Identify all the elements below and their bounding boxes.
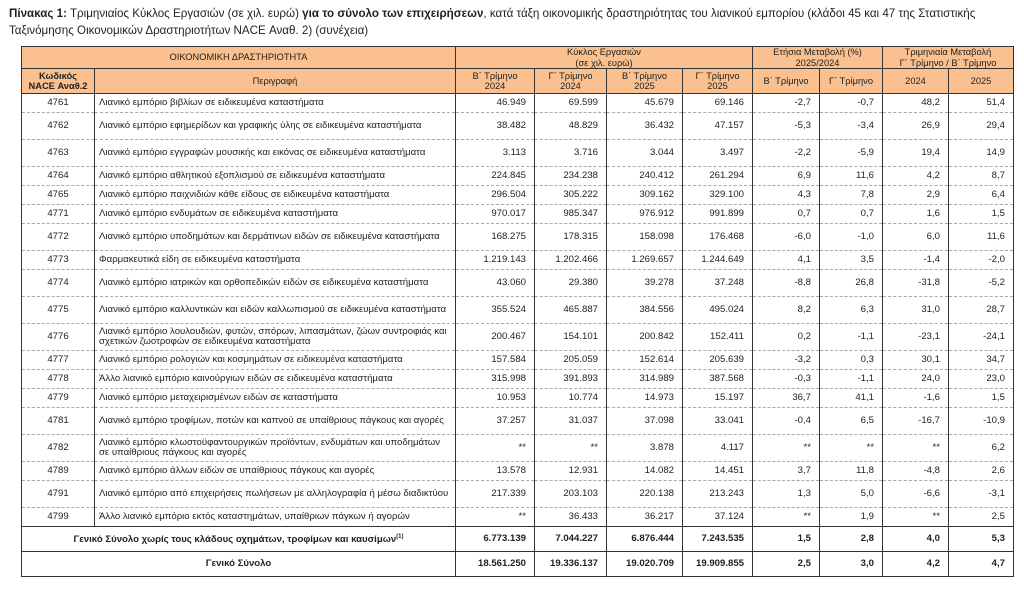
value-cell: 3,5 (820, 251, 883, 270)
header-col-2: Β΄ Τρίμηνο 2025 (607, 69, 683, 94)
table-caption (9, 5, 1019, 39)
value-cell: 240.412 (607, 167, 683, 186)
value-cell: 14.082 (607, 462, 683, 481)
value-cell: 970.017 (456, 205, 535, 224)
value-cell: ** (456, 435, 535, 462)
value-cell: 314.989 (607, 370, 683, 389)
value-cell: -31,8 (883, 270, 949, 297)
value-cell: 51,4 (949, 94, 1014, 113)
activity-description: Λιανικό εμπόριο από επιχειρήσεις πωλήσεων με αλληλογραφία ή μέσω διαδικτύου (95, 481, 456, 508)
activity-description: Λιανικό εμπόριο εφημερίδων και γραφικής ύλης σε ειδικευμένα καταστήματα (95, 113, 456, 140)
table-row (22, 508, 1014, 527)
activity-description: Λιανικό εμπόριο υποδημάτων και δερμάτινων ειδών σε ειδικευμένα καταστήματα (95, 224, 456, 251)
value-cell: 305.222 (535, 186, 607, 205)
value-cell: 205.059 (535, 351, 607, 370)
value-cell: 14,9 (949, 140, 1014, 167)
total-label-text: Γενικό Σύνολο (205, 557, 272, 569)
value-cell: 1.202.466 (535, 251, 607, 270)
value-cell: 48.829 (535, 113, 607, 140)
value-cell: 3.716 (535, 140, 607, 167)
value-cell: 176.468 (683, 224, 753, 251)
nace-code: 4763 (22, 140, 95, 167)
value-cell: 976.912 (607, 205, 683, 224)
value-cell: 36,7 (753, 389, 820, 408)
value-cell: 3,7 (753, 462, 820, 481)
table-row (22, 324, 1014, 351)
value-cell: 43.060 (456, 270, 535, 297)
total-label (22, 552, 456, 577)
value-cell: 2,5 (949, 508, 1014, 527)
value-cell: 1.219.143 (456, 251, 535, 270)
value-cell: 4,2 (883, 167, 949, 186)
total-value-cell: 4,0 (883, 527, 949, 552)
activity-description: Λιανικό εμπόριο ενδυμάτων σε ειδικευμένα καταστήματα (95, 205, 456, 224)
activity-description: Λιανικό εμπόριο τροφίμων, ποτών και καπνού σε υπαίθριους πάγκους και αγορές (95, 408, 456, 435)
activity-description: Λιανικό εμπόριο αθλητικού εξοπλισμού σε ειδικευμένα καταστήματα (95, 167, 456, 186)
value-cell: 6,9 (753, 167, 820, 186)
value-cell: 8,7 (949, 167, 1014, 186)
activity-description: Λιανικό εμπόριο παιχνιδιών κάθε είδους σε ειδικευμένα καταστήματα (95, 186, 456, 205)
table-row (22, 94, 1014, 113)
value-cell: 495.024 (683, 297, 753, 324)
header-col-5: Γ΄ Τρίμηνο (820, 69, 883, 94)
total-value-cell: 6.773.139 (456, 527, 535, 552)
value-cell: 200.842 (607, 324, 683, 351)
value-cell: ** (753, 435, 820, 462)
value-cell: -5,2 (949, 270, 1014, 297)
table-row (22, 140, 1014, 167)
value-cell: ** (883, 508, 949, 527)
value-cell: 14.451 (683, 462, 753, 481)
header-col-1: Γ΄ Τρίμηνο 2024 (535, 69, 607, 94)
value-cell: 10.774 (535, 389, 607, 408)
caption-text-rest: , κατά τάξη οικονομικής δραστηριότητας του λιανικού εμπορίου (κλάδοι 45 και 47 της Στατιστικής Ταξινόμησης Οικονομικών Δραστηριοτήτων NACE Αναθ. 2) (συνέχεια) (9, 7, 976, 37)
total-value-cell: 1,5 (753, 527, 820, 552)
value-cell: -2,0 (949, 251, 1014, 270)
activity-description: Λιανικό εμπόριο ιατρικών και ορθοπεδικών ειδών σε ειδικευμένα καταστήματα (95, 270, 456, 297)
value-cell: 2,6 (949, 462, 1014, 481)
turnover-table (21, 46, 1014, 577)
header-quarterly-change: Τριμηνιαία Μεταβολή Γ΄ Τρίμηνο / Β΄ Τρίμηνο (883, 47, 1014, 69)
value-cell: 24,0 (883, 370, 949, 389)
value-cell: 2,9 (883, 186, 949, 205)
nace-code: 4771 (22, 205, 95, 224)
header-activity: ΟΙΚΟΝΟΜΙΚΗ ΔΡΑΣΤΗΡΙΟΤΗΤΑ (22, 47, 456, 69)
value-cell: 217.339 (456, 481, 535, 508)
value-cell: 6,0 (883, 224, 949, 251)
value-cell: -1,4 (883, 251, 949, 270)
table-row (22, 297, 1014, 324)
value-cell: 234.238 (535, 167, 607, 186)
value-cell: 157.584 (456, 351, 535, 370)
nace-code: 4789 (22, 462, 95, 481)
value-cell: 4,1 (753, 251, 820, 270)
value-cell: 46.949 (456, 94, 535, 113)
value-cell: -10,9 (949, 408, 1014, 435)
value-cell: 3.113 (456, 140, 535, 167)
value-cell: 200.467 (456, 324, 535, 351)
total-value-cell: 2,8 (820, 527, 883, 552)
value-cell: 29,4 (949, 113, 1014, 140)
value-cell: 11,6 (949, 224, 1014, 251)
header-col-3: Γ΄ Τρίμηνο 2025 (683, 69, 753, 94)
value-cell: 26,9 (883, 113, 949, 140)
value-cell: -0,4 (753, 408, 820, 435)
value-cell: 34,7 (949, 351, 1014, 370)
value-cell: 37.098 (607, 408, 683, 435)
header-col-6: 2024 (883, 69, 949, 94)
value-cell: -0,3 (753, 370, 820, 389)
value-cell: ** (535, 435, 607, 462)
value-cell: -16,7 (883, 408, 949, 435)
value-cell: 465.887 (535, 297, 607, 324)
table-body (22, 94, 1014, 577)
value-cell: 8,2 (753, 297, 820, 324)
value-cell: 11,6 (820, 167, 883, 186)
value-cell: 31,0 (883, 297, 949, 324)
total-value-cell: 18.561.250 (456, 552, 535, 577)
value-cell: 7,8 (820, 186, 883, 205)
nace-code: 4765 (22, 186, 95, 205)
table-row (22, 251, 1014, 270)
header-code: Κωδικός NACE Αναθ.2 (22, 69, 95, 94)
value-cell: 3.497 (683, 140, 753, 167)
activity-description: Φαρμακευτικά είδη σε ειδικευμένα καταστήματα (95, 251, 456, 270)
activity-description: Λιανικό εμπόριο άλλων ειδών σε υπαίθριους πάγκους και αγορές (95, 462, 456, 481)
value-cell: 224.845 (456, 167, 535, 186)
value-cell: -5,9 (820, 140, 883, 167)
table-row (22, 205, 1014, 224)
value-cell: 309.162 (607, 186, 683, 205)
value-cell: ** (456, 508, 535, 527)
value-cell: -6,6 (883, 481, 949, 508)
header-annual-change: Ετήσια Μεταβολή (%) 2025/2024 (753, 47, 883, 69)
total-value-cell: 4,7 (949, 552, 1014, 577)
value-cell: 12.931 (535, 462, 607, 481)
value-cell: 38.482 (456, 113, 535, 140)
total-label (22, 527, 456, 552)
value-cell: ** (753, 508, 820, 527)
value-cell: 36.433 (535, 508, 607, 527)
value-cell: 45.679 (607, 94, 683, 113)
value-cell: -4,8 (883, 462, 949, 481)
header-column-row (22, 69, 1014, 94)
table-row (22, 408, 1014, 435)
activity-description: Λιανικό εμπόριο βιβλίων σε ειδικευμένα καταστήματα (95, 94, 456, 113)
header-col-7: 2025 (949, 69, 1014, 94)
value-cell: 47.157 (683, 113, 753, 140)
value-cell: 384.556 (607, 297, 683, 324)
table-row (22, 351, 1014, 370)
value-cell: 315.998 (456, 370, 535, 389)
footnote-marker: (1) (396, 534, 404, 541)
value-cell: 203.103 (535, 481, 607, 508)
value-cell: 6,2 (949, 435, 1014, 462)
value-cell: 3.878 (607, 435, 683, 462)
value-cell: 0,7 (753, 205, 820, 224)
value-cell: 3.044 (607, 140, 683, 167)
value-cell: 28,7 (949, 297, 1014, 324)
value-cell: 6,4 (949, 186, 1014, 205)
value-cell: 391.893 (535, 370, 607, 389)
value-cell: 37.257 (456, 408, 535, 435)
nace-code: 4781 (22, 408, 95, 435)
header-description: Περιγραφή (95, 69, 456, 94)
value-cell: 10.953 (456, 389, 535, 408)
total-value-cell: 5,3 (949, 527, 1014, 552)
value-cell: 6,5 (820, 408, 883, 435)
nace-code: 4782 (22, 435, 95, 462)
value-cell: 355.524 (456, 297, 535, 324)
table-row (22, 389, 1014, 408)
value-cell: 168.275 (456, 224, 535, 251)
value-cell: ** (883, 435, 949, 462)
value-cell: 205.639 (683, 351, 753, 370)
activity-description: Λιανικό εμπόριο εγγραφών μουσικής και εικόνας σε ειδικευμένα καταστήματα (95, 140, 456, 167)
value-cell: 261.294 (683, 167, 753, 186)
table-row (22, 481, 1014, 508)
value-cell: 178.315 (535, 224, 607, 251)
activity-description: Λιανικό εμπόριο κλωστοϋφαντουργικών προϊόντων, ενδυμάτων και υποδημάτων σε υπαίθριους πάγκους και αγορές (95, 435, 456, 462)
value-cell: 0,3 (820, 351, 883, 370)
nace-code: 4776 (22, 324, 95, 351)
header-col-4: Β΄ Τρίμηνο (753, 69, 820, 94)
total-value-cell: 19.336.137 (535, 552, 607, 577)
value-cell: -6,0 (753, 224, 820, 251)
value-cell: 69.146 (683, 94, 753, 113)
value-cell: 0,2 (753, 324, 820, 351)
value-cell: 6,3 (820, 297, 883, 324)
table-row (22, 167, 1014, 186)
nace-code: 4779 (22, 389, 95, 408)
value-cell: -3,4 (820, 113, 883, 140)
value-cell: 1.269.657 (607, 251, 683, 270)
value-cell: 41,1 (820, 389, 883, 408)
activity-description: Λιανικό εμπόριο λουλουδιών, φυτών, σπόρων, λιπασμάτων, ζώων συντροφιάς και σχετικών ζωοτροφών σε ειδικευμένα καταστήματα (95, 324, 456, 351)
value-cell: 220.138 (607, 481, 683, 508)
total-label-text: Γενικό Σύνολο χωρίς τους κλάδους οχημάτων, τροφίμων και καυσίμων (73, 534, 397, 546)
value-cell: 985.347 (535, 205, 607, 224)
value-cell: 296.504 (456, 186, 535, 205)
value-cell: 30,1 (883, 351, 949, 370)
value-cell: 1,9 (820, 508, 883, 527)
activity-description: Άλλο λιανικό εμπόριο καινούργιων ειδών σε ειδικευμένα καταστήματα (95, 370, 456, 389)
value-cell: 29.380 (535, 270, 607, 297)
value-cell: -8,8 (753, 270, 820, 297)
value-cell: 152.411 (683, 324, 753, 351)
value-cell: 158.098 (607, 224, 683, 251)
value-cell: 69.599 (535, 94, 607, 113)
value-cell: -1,6 (883, 389, 949, 408)
activity-description: Άλλο λιανικό εμπόριο εκτός καταστημάτων, υπαίθριων πάγκων ή αγορών (95, 508, 456, 527)
value-cell: 5,0 (820, 481, 883, 508)
activity-description: Λιανικό εμπόριο μεταχειρισμένων ειδών σε καταστήματα (95, 389, 456, 408)
value-cell: -24,1 (949, 324, 1014, 351)
value-cell: 36.217 (607, 508, 683, 527)
value-cell: 4,3 (753, 186, 820, 205)
value-cell: 1,5 (949, 205, 1014, 224)
nace-code: 4778 (22, 370, 95, 389)
total-value-cell: 19.020.709 (607, 552, 683, 577)
table-row (22, 224, 1014, 251)
value-cell: 1,3 (753, 481, 820, 508)
value-cell: 14.973 (607, 389, 683, 408)
value-cell: 26,8 (820, 270, 883, 297)
nace-code: 4772 (22, 224, 95, 251)
value-cell: 33.041 (683, 408, 753, 435)
total-value-cell: 6.876.444 (607, 527, 683, 552)
value-cell: -1,1 (820, 370, 883, 389)
total-value-cell: 19.909.855 (683, 552, 753, 577)
value-cell: 31.037 (535, 408, 607, 435)
value-cell: 1,6 (883, 205, 949, 224)
nace-code: 4774 (22, 270, 95, 297)
activity-description: Λιανικό εμπόριο ρολογιών και κοσμημάτων σε ειδικευμένα καταστήματα (95, 351, 456, 370)
total-value-cell: 3,0 (820, 552, 883, 577)
value-cell: -5,3 (753, 113, 820, 140)
value-cell: -23,1 (883, 324, 949, 351)
value-cell: 48,2 (883, 94, 949, 113)
total-row (22, 527, 1014, 552)
header-group-row (22, 47, 1014, 69)
value-cell: -2,2 (753, 140, 820, 167)
nace-code: 4764 (22, 167, 95, 186)
nace-code: 4791 (22, 481, 95, 508)
value-cell: ** (820, 435, 883, 462)
total-row (22, 552, 1014, 577)
table-row (22, 186, 1014, 205)
value-cell: -2,7 (753, 94, 820, 113)
value-cell: -3,1 (949, 481, 1014, 508)
value-cell: 13.578 (456, 462, 535, 481)
value-cell: 19,4 (883, 140, 949, 167)
total-value-cell: 2,5 (753, 552, 820, 577)
value-cell: -1,1 (820, 324, 883, 351)
value-cell: 1.244.649 (683, 251, 753, 270)
table-row (22, 462, 1014, 481)
value-cell: 39.278 (607, 270, 683, 297)
value-cell: 36.432 (607, 113, 683, 140)
value-cell: 213.243 (683, 481, 753, 508)
table-row (22, 435, 1014, 462)
value-cell: 154.101 (535, 324, 607, 351)
caption-prefix: Πίνακας 1: (9, 7, 67, 20)
value-cell: -3,2 (753, 351, 820, 370)
total-value-cell: 7.044.227 (535, 527, 607, 552)
nace-code: 4775 (22, 297, 95, 324)
header-col-0: Β΄ Τρίμηνο 2024 (456, 69, 535, 94)
nace-code: 4762 (22, 113, 95, 140)
caption-bold: για το σύνολο των επιχειρήσεων (302, 7, 484, 20)
value-cell: 37.248 (683, 270, 753, 297)
table-row (22, 113, 1014, 140)
table-row (22, 370, 1014, 389)
value-cell: -1,0 (820, 224, 883, 251)
value-cell: 0,7 (820, 205, 883, 224)
value-cell: 152.614 (607, 351, 683, 370)
value-cell: 11,8 (820, 462, 883, 481)
nace-code: 4799 (22, 508, 95, 527)
value-cell: 37.124 (683, 508, 753, 527)
caption-text: Τριμηνιαίος Κύκλος Εργασιών (σε χιλ. ευρώ) (66, 7, 303, 20)
activity-description: Λιανικό εμπόριο καλλυντικών και ειδών καλλωπισμού σε ειδικευμένα καταστήματα (95, 297, 456, 324)
value-cell: 23,0 (949, 370, 1014, 389)
nace-code: 4777 (22, 351, 95, 370)
nace-code: 4761 (22, 94, 95, 113)
value-cell: 15.197 (683, 389, 753, 408)
value-cell: 329.100 (683, 186, 753, 205)
table-row (22, 270, 1014, 297)
nace-code: 4773 (22, 251, 95, 270)
total-value-cell: 4,2 (883, 552, 949, 577)
value-cell: 1,5 (949, 389, 1014, 408)
value-cell: 991.899 (683, 205, 753, 224)
value-cell: 4.117 (683, 435, 753, 462)
value-cell: -0,7 (820, 94, 883, 113)
header-turnover: Κύκλος Εργασιών (σε χιλ. ευρώ) (456, 47, 753, 69)
value-cell: 387.568 (683, 370, 753, 389)
total-value-cell: 7.243.535 (683, 527, 753, 552)
